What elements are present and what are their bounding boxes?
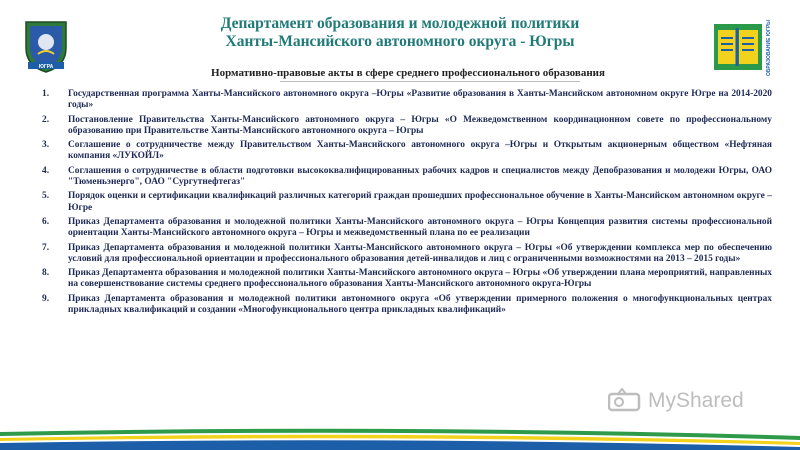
- item-text: Приказ Департамента образования и молодежной политики Ханты-Мансийского автономного округа – Югры «Об утверждении комплекса мер по обеспечению условий для профессиональной ориентации и профессионального образования детей-инвалидов и лиц с ограниченными возможностями на 2013 – 2015 годы»: [68, 242, 772, 264]
- logo-text: ОБРАЗОВАНИЕ ЮГРЫ: [766, 19, 772, 77]
- item-number: 4.: [42, 165, 50, 176]
- list-item: [42, 191, 772, 213]
- watermark-text: MyShared: [648, 389, 744, 412]
- watermark: [608, 388, 744, 414]
- emblem-text: ЮГРА: [38, 64, 54, 70]
- list-item: [42, 89, 772, 111]
- title-line-1: Департамент образования и молодежной политики: [220, 15, 580, 32]
- item-number: 7.: [42, 242, 50, 253]
- list-item: [42, 294, 772, 316]
- item-text: Порядок оценки и сертификации квалификаций различных категорий граждан прошедших профессиональное обучение в Ханты-Мансийском автономном округе – Югре: [68, 191, 772, 213]
- item-text: Приказ Департамента образования и молодежной политики Ханты-Мансийского автономного округа – Югры «Об утверждении плана мероприятий, направленных на совершенствование системы среднего профессионального образования Ханты-Мансийского автономного округа-Югры: [68, 268, 772, 290]
- footer-stripes: [0, 426, 800, 450]
- item-number: 6.: [42, 216, 50, 227]
- subtitle-underline: [280, 81, 580, 82]
- item-number: 3.: [42, 140, 50, 151]
- list-item: [42, 166, 772, 188]
- item-number: 9.: [42, 293, 50, 304]
- projector-icon: [608, 388, 642, 414]
- item-number: 2.: [42, 114, 50, 125]
- item-text: Приказ Департамента образования и молодежной политики Ханты-Мансийского автономного округа – Югры Концепция развития системы профессиональной ориентации Ханты-Мансийского автономного округа – Югры и межведомственный плана по ее реализации: [68, 216, 772, 239]
- education-yugra-logo-icon: [706, 14, 776, 82]
- item-text: Государственная программа Ханты-Мансийского автономного округа –Югры «Развитие образования в Ханты-Мансийском автономном округе Югре на 2014-2020 годы»: [68, 89, 772, 111]
- yugra-emblem-icon: [22, 18, 70, 74]
- title-line-2: Ханты-Мансийского автономного округа - Югры: [225, 33, 575, 50]
- item-text: Приказ Департамента образования и молодежной политики автономного округа «Об утверждении примерного положения о многофункциональных центрах прикладных квалификаций и создании «Многофункционального центра прикладных квалификаций»: [68, 293, 772, 315]
- list-item: [42, 115, 772, 137]
- list-item: [42, 243, 772, 265]
- list-item: [42, 268, 772, 290]
- list-item: [42, 140, 772, 162]
- list-item: [42, 217, 772, 239]
- item-text: Постановление Правительства Ханты-Мансийского автономного округа – Югры «О Межведомственном координационном совете по профессиональному образованию при Правительстве Ханты-Мансийского автономного округа – Югры: [68, 114, 772, 136]
- item-text: Соглашения о сотрудничестве в области подготовки высококвалифицированных рабочих кадров и специалистов между Депобразования и молодежи Югры, ОАО "Тюменьэнерго", ОАО "Сургутнефтегаз": [68, 165, 772, 187]
- acts-list: [42, 89, 772, 319]
- item-number: 1.: [42, 89, 50, 99]
- item-number: 5.: [42, 191, 50, 202]
- item-text: Соглашение о сотрудничестве между Правительством Ханты-Мансийского автономного округа –Югры и Открытым акционерным обществом «Нефтяная компания «ЛУКОЙЛ»: [68, 140, 772, 162]
- section-subtitle: Нормативно-правовые акты в сфере среднего профессионального образования: [211, 67, 605, 79]
- item-number: 8.: [42, 268, 50, 279]
- page-title: [170, 15, 630, 51]
